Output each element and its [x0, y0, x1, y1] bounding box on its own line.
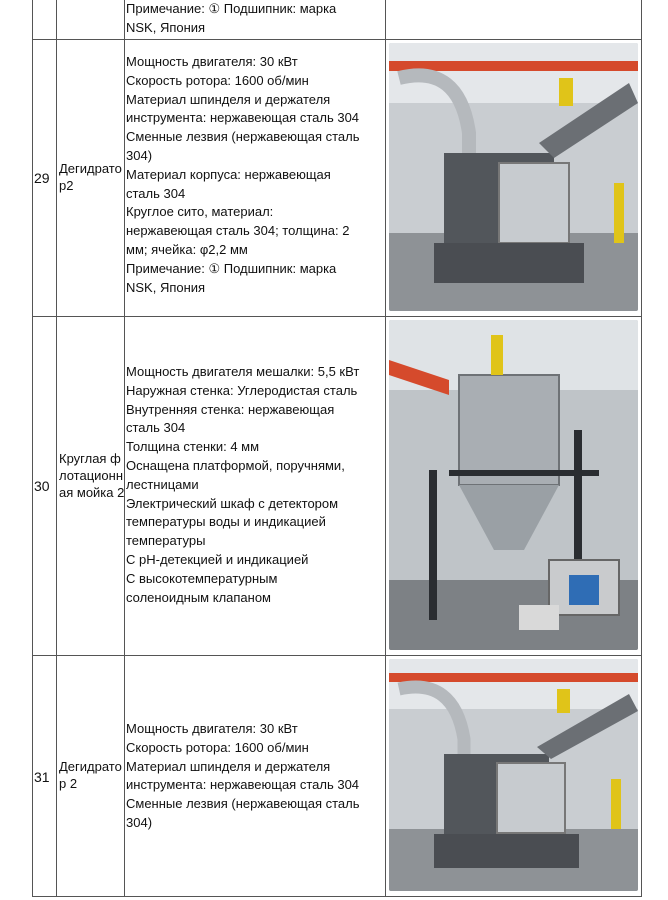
row-number: 29 — [34, 170, 50, 186]
description-line: 304) — [126, 147, 153, 163]
description-line: 304) — [126, 814, 153, 830]
description-line: Мощность двигателя: 30 кВт — [126, 54, 298, 69]
description-line: Оснащена платформой, поручнями, — [126, 457, 345, 473]
description-line: Сменные лезвия (нержавеющая сталь — [126, 796, 360, 812]
description-line: Круглое сито, материал: — [126, 204, 274, 220]
description-line: Мощность двигателя: 30 кВт — [126, 721, 298, 736]
description-line: Примечание: ① Подшипник: марка — [126, 260, 337, 276]
row-number: 30 — [34, 478, 50, 494]
row-description — [126, 53, 360, 297]
description-line: Материал корпуса: нержавеющая — [126, 166, 331, 182]
description-line: NSK, Япония — [126, 279, 206, 295]
description-line: Мощность двигателя мешалки: 5,5 кВт — [126, 364, 360, 379]
description-line: Материал шпинделя и держателя — [126, 91, 331, 107]
column-divider — [385, 0, 386, 897]
row-description — [126, 363, 359, 607]
row-description — [126, 720, 360, 833]
description-line: Толщина стенки: 4 мм — [126, 439, 260, 455]
row-item-name: Дегидратор2 — [59, 161, 122, 193]
description-line: нержавеющая сталь 304; толщина: 2 — [126, 223, 350, 239]
description-line: инструмента: нержавеющая сталь 304 — [126, 777, 360, 793]
row-item-name: Дегидратор 2 — [59, 759, 122, 791]
description-line: сталь 304 — [126, 420, 186, 436]
description-line: соленоидным клапаном — [126, 589, 271, 605]
description-line: инструмента: нержавеющая сталь 304 — [126, 110, 360, 126]
table-row-partial-description — [126, 0, 336, 38]
column-divider — [641, 0, 642, 897]
description-line: Примечание: ① Подшипник: марка — [126, 1, 337, 16]
description-line: Наружная стенка: Углеродистая сталь — [126, 382, 358, 398]
dehydrator-photo — [389, 659, 638, 891]
row-item-name: Круглая флотационная мойка 2 — [59, 451, 125, 500]
description-line: лестницами — [126, 476, 199, 492]
description-line: NSK, Япония — [126, 19, 206, 35]
description-line: Электрический шкаф с детектором — [126, 495, 339, 511]
description-line: Скорость ротора: 1600 об/мин — [126, 739, 309, 755]
column-divider — [32, 0, 33, 897]
description-line: Материал шпинделя и держателя — [126, 758, 331, 774]
flotation-washer-photo — [389, 320, 638, 650]
spec-table — [32, 0, 642, 897]
description-line: Сменные лезвия (нержавеющая сталь — [126, 129, 360, 145]
description-line: Внутренняя стенка: нержавеющая — [126, 401, 335, 417]
row-number: 31 — [34, 769, 50, 785]
description-line: С высокотемпературным — [126, 570, 278, 586]
description-line: мм; ячейка: φ2,2 мм — [126, 241, 248, 257]
description-line: сталь 304 — [126, 185, 186, 201]
description-line: температуры воды и индикацией — [126, 514, 326, 530]
column-divider — [56, 0, 57, 897]
description-line: Скорость ротора: 1600 об/мин — [126, 72, 309, 88]
dehydrator-photo — [389, 43, 638, 311]
description-line: температуры — [126, 533, 206, 549]
description-line: С pH-детекцией и индикацией — [126, 551, 309, 567]
